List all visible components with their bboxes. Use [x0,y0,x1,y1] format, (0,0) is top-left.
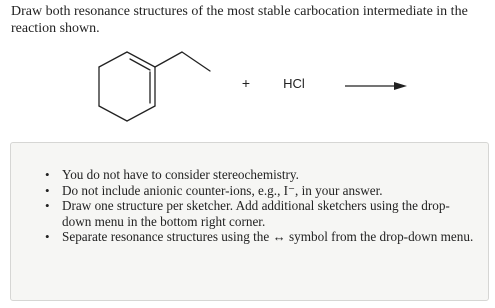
instructions-list [11,143,488,245]
bullet-icon: • [45,167,50,182]
instruction-item [45,198,476,229]
question-text: Draw both resonance structures of the most stable carbocation intermediate in the reaction shown. [11,4,468,36]
instruction-item [45,229,476,245]
bullet-icon: • [45,198,50,214]
instruction-text: Separate resonance structures using the ↔ symbol from the drop-down menu. [62,229,474,245]
reaction-svg [0,40,495,135]
plus-sign: + [241,75,251,91]
bullet-icon: • [45,182,50,198]
instructions-box [10,142,489,301]
instruction-text: Draw one structure per sketcher. Add additional sketchers using the drop-down menu in the bottom right corner. [62,198,450,229]
instruction-text: Do not include anionic counter-ions, e.g., I⁻, in your answer. [62,182,383,198]
reagent-hcl: HCl [283,76,305,91]
ethylcyclohexene-structure [99,52,210,121]
bullet-icon: • [45,229,50,245]
instruction-text: You do not have to consider stereochemistry. [62,167,299,182]
reaction-scheme [0,40,495,135]
instruction-item [45,167,476,183]
right-arrow-icon [345,82,407,90]
instruction-item [45,182,476,199]
